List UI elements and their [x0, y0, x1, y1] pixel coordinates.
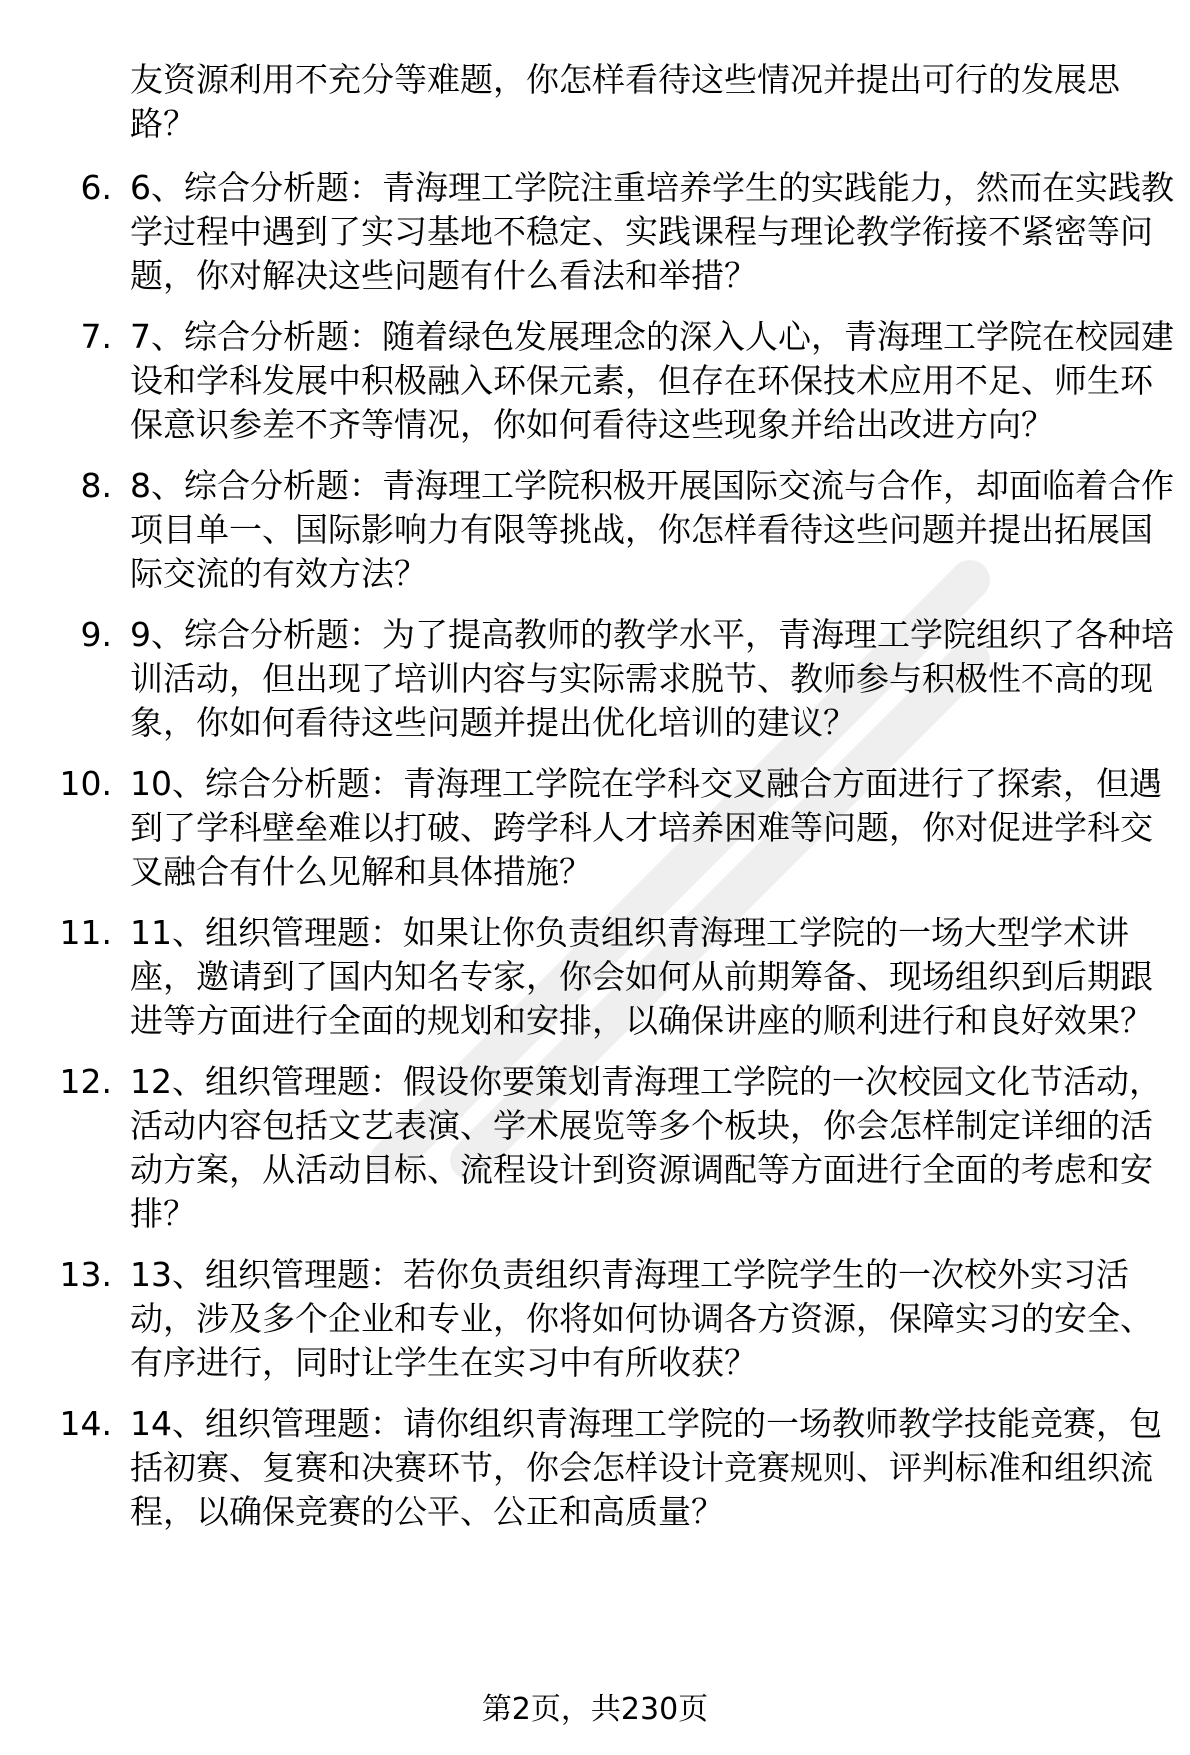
question-item-10 — [0, 762, 1175, 894]
question-text: 12、组织管理题：假设你要策划青海理工学院的一次校园文化节活动，活动内容包括文艺表演、学术展览等多个板块，你会怎样制定详细的活动方案，从活动目标、流程设计到资源调配等方面进行全面的考虑和安排？ — [130, 1062, 1162, 1233]
question-text: 8、综合分析题：青海理工学院积极开展国际交流与合作，却面临着合作项目单一、国际影响力有限等挑战，你怎样看待这些问题并提出拓展国际交流的有效方法？ — [130, 466, 1174, 593]
question-item-12 — [0, 1060, 1175, 1236]
question-text: 11、组织管理题：如果让你负责组织青海理工学院的一场大型学术讲座，邀请到了国内知名专家，你会如何从前期筹备、现场组织到后期跟进等方面进行全面的规划和安排，以确保讲座的顺利进行和良好效果？ — [130, 913, 1153, 1040]
question-text: 9、综合分析题：为了提高教师的教学水平，青海理工学院组织了各种培训活动，但出现了培训内容与实际需求脱节、教师参与积极性不高的现象，你如何看待这些问题并提出优化培训的建议？ — [130, 615, 1174, 742]
question-number: 8. — [80, 466, 112, 505]
question-list — [0, 166, 1190, 1551]
page-footer: 第2页，共230页 — [481, 1692, 709, 1727]
question-item-9 — [0, 613, 1175, 745]
question-item-8 — [0, 464, 1175, 596]
question-number: 6. — [80, 168, 112, 207]
question-item-6 — [0, 166, 1175, 298]
question-number: 10. — [59, 764, 112, 803]
question-item-7 — [0, 315, 1175, 447]
question-text: 6、综合分析题：青海理工学院注重培养学生的实践能力，然而在实践教学过程中遇到了实习基地不稳定、实践课程与理论教学衔接不紧密等问题，你对解决这些问题有什么看法和举措？ — [130, 168, 1174, 295]
question-number: 9. — [80, 615, 112, 654]
question-text: 10、综合分析题：青海理工学院在学科交叉融合方面进行了探索，但遇到了学科壁垒难以打破、跨学科人才培养困难等问题，你对促进学科交叉融合有什么见解和具体措施？ — [130, 764, 1162, 891]
question-number: 7. — [80, 317, 112, 356]
question-number: 12. — [59, 1062, 112, 1101]
continued-question-text: 友资源利用不充分等难题，你怎样看待这些情况并提出可行的发展思路？ — [130, 60, 1120, 143]
question-number: 13. — [59, 1255, 112, 1294]
question-number: 11. — [59, 913, 112, 952]
question-text: 13、组织管理题：若你负责组织青海理工学院学生的一次校外实习活动，涉及多个企业和专业，你将如何协调各方资源，保障实习的安全、有序进行，同时让学生在实习中有所收获？ — [130, 1255, 1153, 1382]
question-item-11 — [0, 911, 1175, 1043]
question-item-14 — [0, 1402, 1175, 1534]
question-item-13 — [0, 1253, 1175, 1385]
question-number: 14. — [59, 1404, 112, 1443]
question-text: 7、综合分析题：随着绿色发展理念的深入人心，青海理工学院在校园建设和学科发展中积极融入环保元素，但存在环保技术应用不足、师生环保意识参差不齐等情况，你如何看待这些现象并给出改进方向？ — [130, 317, 1174, 444]
question-text: 14、组织管理题：请你组织青海理工学院的一场教师教学技能竞赛，包括初赛、复赛和决赛环节，你会怎样设计竞赛规则、评判标准和组织流程，以确保竞赛的公平、公正和高质量？ — [130, 1404, 1162, 1531]
